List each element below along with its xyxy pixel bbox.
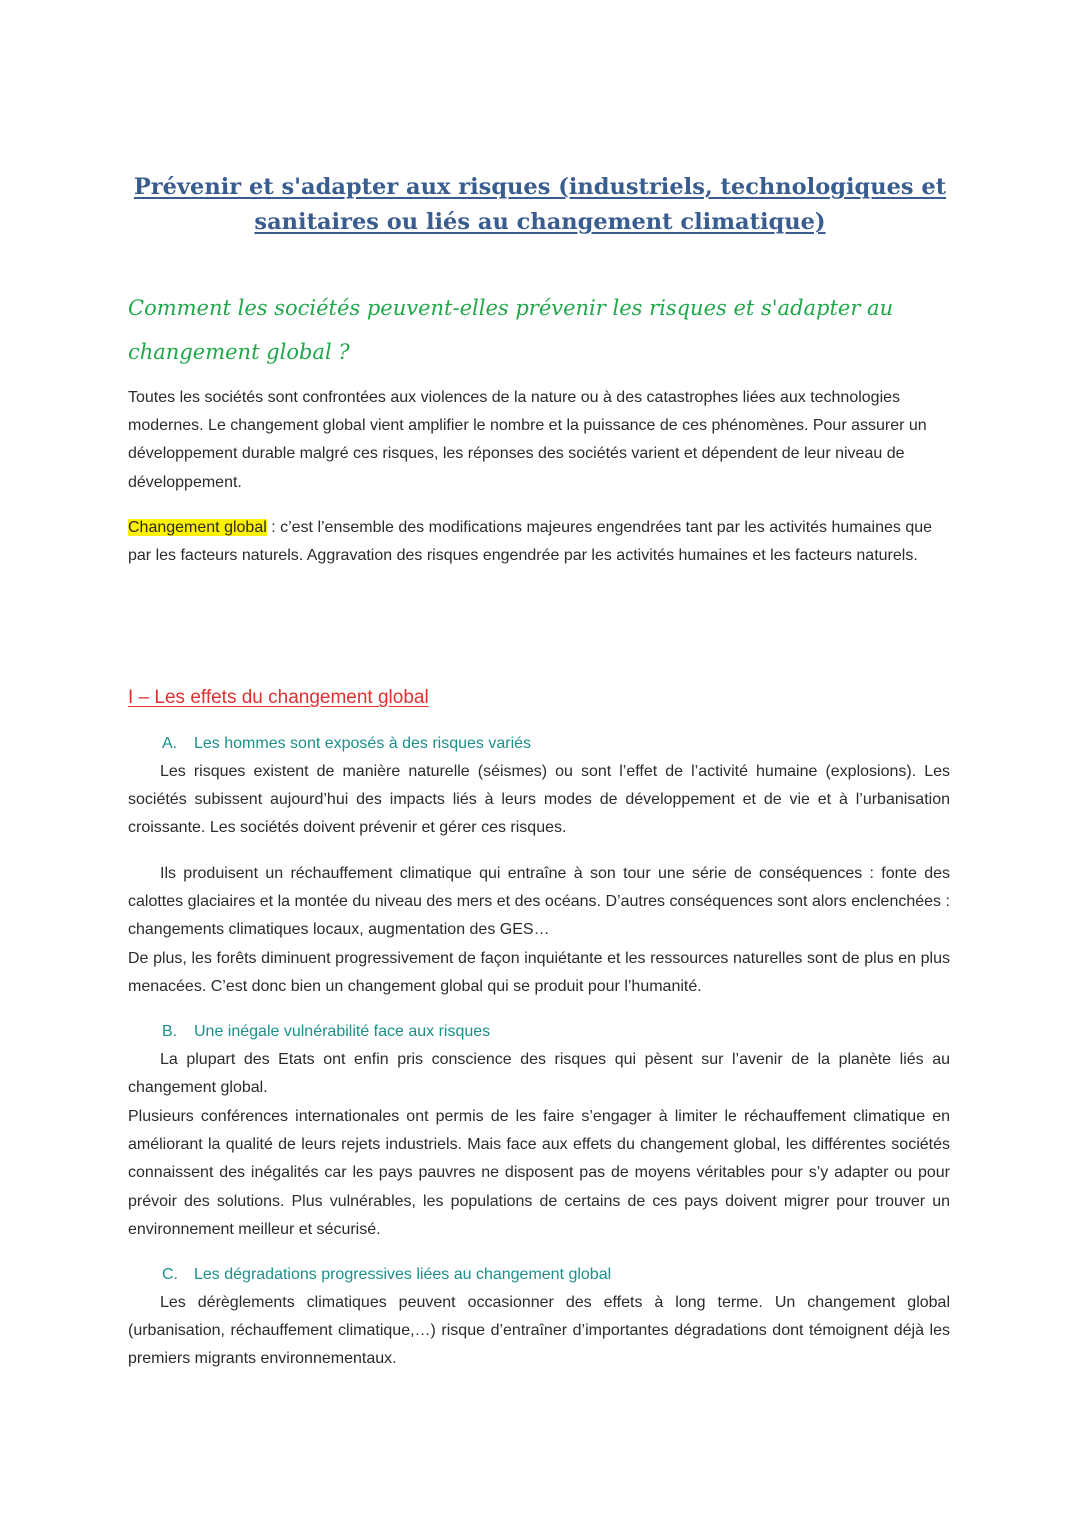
subsection-a-letter: A.	[162, 735, 178, 752]
subsection-b-title	[162, 1018, 490, 1046]
subsection-a-heading: Les hommes sont exposés à des risques variés	[194, 735, 532, 752]
subsection-c-heading: Les dégradations progressives liées au changement global	[194, 1266, 612, 1283]
intro-paragraph: Toutes les sociétés sont confrontées aux violences de la nature ou à des catastrophes liées aux technologies modernes. Le changement global vient amplifier le nombre et la puissance de ces phénomènes. Pour assurer un développement durable malgré ces risques, les réponses des sociétés varient et dépendent de leur niveau de développement.	[128, 389, 927, 491]
title-line-1: Prévenir et s'adapter aux risques (industriels, technologiques et	[133, 174, 947, 200]
title-line-2: sanitaires ou liés au changement climatique)	[254, 209, 826, 235]
subsection-b-letter: B.	[162, 1023, 178, 1040]
section-1-title: I – Les effets du changement global	[128, 687, 429, 708]
definition-paragraph	[128, 514, 950, 570]
guiding-question: Comment les sociétés peuvent-elles prévenir les risques et s'adapter au changement global ?	[128, 296, 894, 364]
subsection-a-paragraph-1: Les risques existent de manière naturelle (séismes) ou sont l’effet de l’activité humaine (explosions). Les sociétés subissent aujourd’hui des impacts liés à leurs modes de développement et de vie et à l’urbanisation croissante. Les sociétés doivent prévenir et gérer ces risques.	[128, 763, 950, 837]
subsection-a-paragraph-2: Ils produisent un réchauffement climatique qui entraîne à son tour une série de conséquences : fonte des calottes glaciaires et la montée du niveau des mers et des océans. D’autres conséquences sont alors enclenchées : changements climatiques locaux, augmentation des GES…	[128, 865, 950, 939]
subsection-c-paragraph-1: Les dérèglements climatiques peuvent occasionner des effets à long terme. Un changement global (urbanisation, réchauffement climatique,…) risque d’entraîner d’importantes dégradations dont témoignent déjà les premiers migrants environnementaux.	[128, 1294, 950, 1368]
subsection-a-paragraph-3: De plus, les forêts diminuent progressivement de façon inquiétante et les ressources naturelles sont de plus en plus menacées. C’est donc bien un changement global qui se produit pour l’humanité.	[128, 950, 950, 996]
subsection-b-paragraph-1: La plupart des Etats ont enfin pris conscience des risques qui pèsent sur l’avenir de la planète liés au changement global.	[128, 1051, 950, 1097]
definition-term: Changement global	[128, 519, 267, 536]
definition-text: : c’est l’ensemble des modifications majeures engendrées tant par les activités humaines que par les facteurs naturels. Aggravation des risques engendrée par les activités humaines et les facteurs naturels.	[128, 519, 933, 565]
subsection-c-letter: C.	[162, 1266, 178, 1283]
subsection-c-title	[162, 1261, 611, 1289]
subsection-a-title	[162, 730, 531, 758]
subsection-b-heading: Une inégale vulnérabilité face aux risques	[194, 1023, 491, 1040]
document-title	[128, 170, 952, 240]
subsection-b-paragraph-2: Plusieurs conférences internationales ont permis de les faire s’engager à limiter le réchauffement climatique en améliorant la qualité de leurs rejets industriels. Mais face aux effets du changement global, les différentes sociétés connaissent des inégalités car les pays pauvres ne disposent pas de moyens véritables pour s’y adapter ou pour prévoir des solutions. Plus vulnérables, les populations de certains de ces pays doivent migrer pour trouver un environnement meilleur et sécurisé.	[128, 1108, 950, 1238]
